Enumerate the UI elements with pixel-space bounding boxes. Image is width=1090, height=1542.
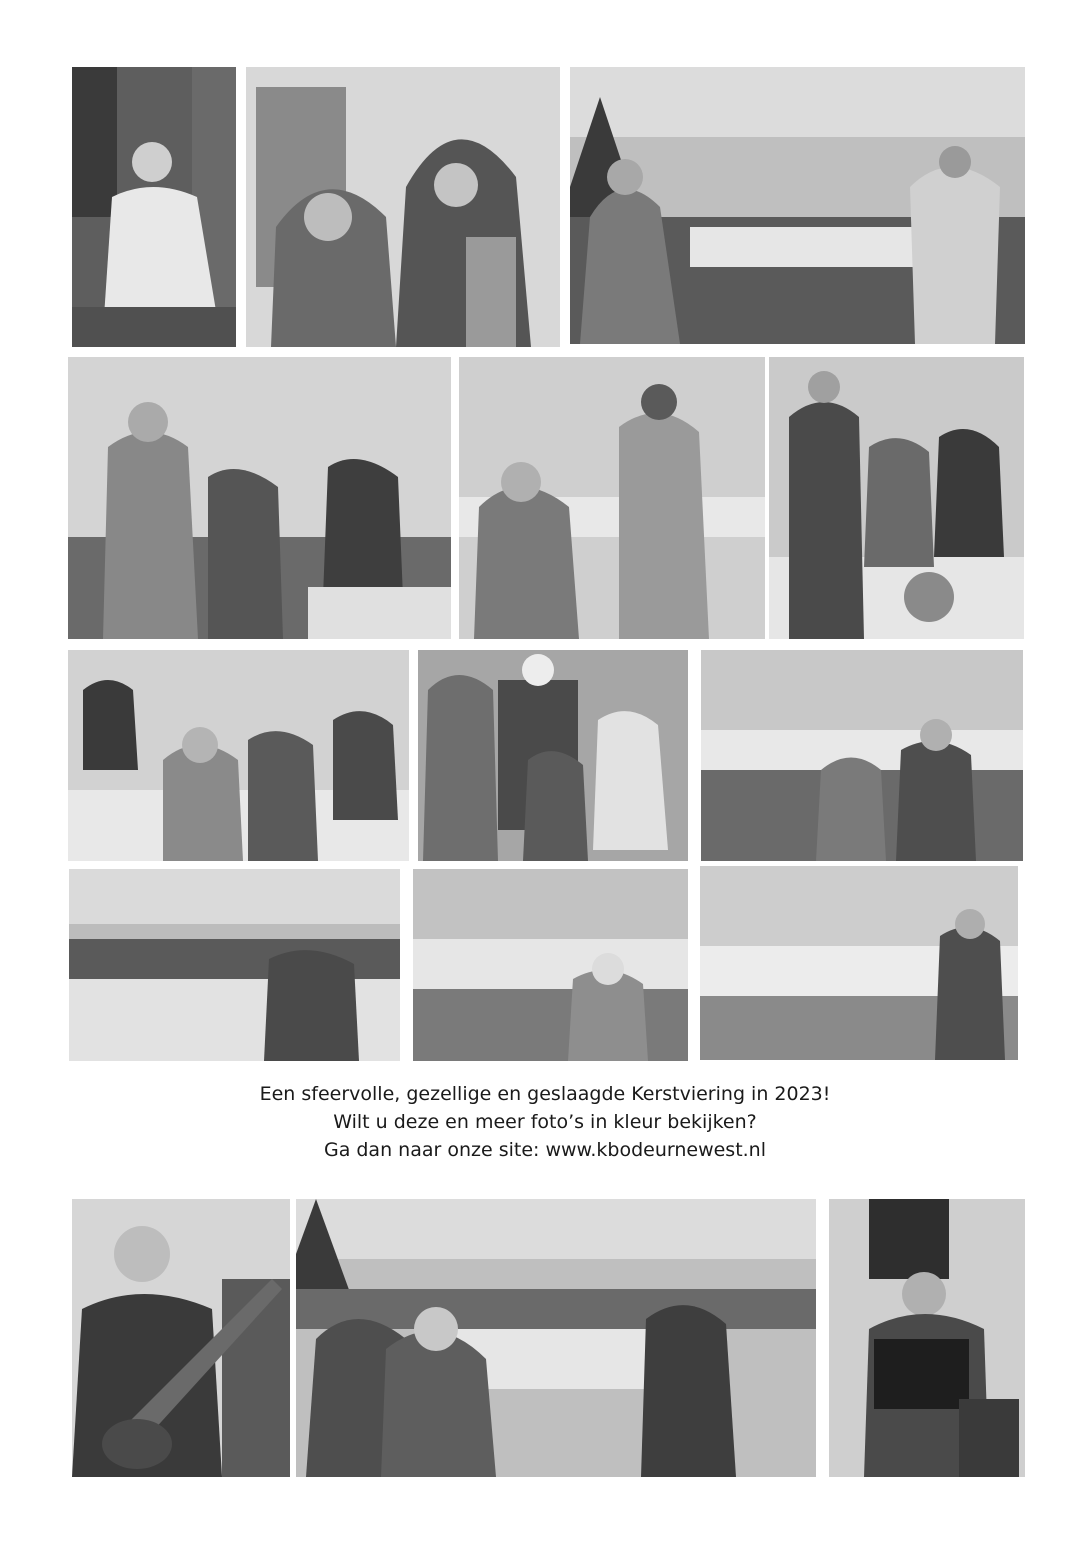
photo-musicians-table <box>68 650 409 861</box>
photo-two-shepherds-image <box>246 67 560 347</box>
photo-guitarist <box>72 1199 290 1477</box>
photo-man-reading-band <box>769 357 1024 639</box>
caption-line-2: Wilt u deze en meer foto’s in kleur bekijken? <box>333 1111 757 1133</box>
photo-woman-at-microphone <box>459 357 765 639</box>
photo-shepherds-and-angel-image <box>418 650 688 861</box>
photo-hall-christmas-tree-image <box>570 67 1025 344</box>
photo-audience-tables-2 <box>69 869 400 1061</box>
photo-angel-seated <box>72 67 236 347</box>
photo-hall-audience-wide-image <box>296 1199 816 1477</box>
caption-block <box>0 1080 1090 1164</box>
photo-hall-audience-wide <box>296 1199 816 1477</box>
photo-two-shepherds <box>246 67 560 347</box>
photo-audience-tables-4 <box>700 866 1018 1060</box>
photo-woman-at-microphone-image <box>459 357 765 639</box>
photo-audience-tables-3 <box>413 869 688 1061</box>
photo-musicians-table-image <box>68 650 409 861</box>
photo-audience-tables-1-image <box>701 650 1023 861</box>
photo-audience-tables-4-image <box>700 866 1018 1060</box>
photo-angel-seated-image <box>72 67 236 347</box>
photo-guitarist-image <box>72 1199 290 1477</box>
photo-man-reading-band-image <box>769 357 1024 639</box>
caption-line-1: Een sfeervolle, gezellige en geslaagde Kerstviering in 2023! <box>259 1083 831 1105</box>
photo-audience-tables-1 <box>701 650 1023 861</box>
photo-audience-tables-3-image <box>413 869 688 1061</box>
photo-accordion-player <box>829 1199 1025 1477</box>
photo-reading-with-band-image <box>68 357 451 639</box>
caption-line-3: Ga dan naar onze site: www.kbodeurnewest.nl <box>323 1139 767 1161</box>
photo-shepherds-and-angel <box>418 650 688 861</box>
photo-audience-tables-2-image <box>69 869 400 1061</box>
photo-hall-christmas-tree <box>570 67 1025 344</box>
photo-reading-with-band <box>68 357 451 639</box>
photo-accordion-player-image <box>829 1199 1025 1477</box>
